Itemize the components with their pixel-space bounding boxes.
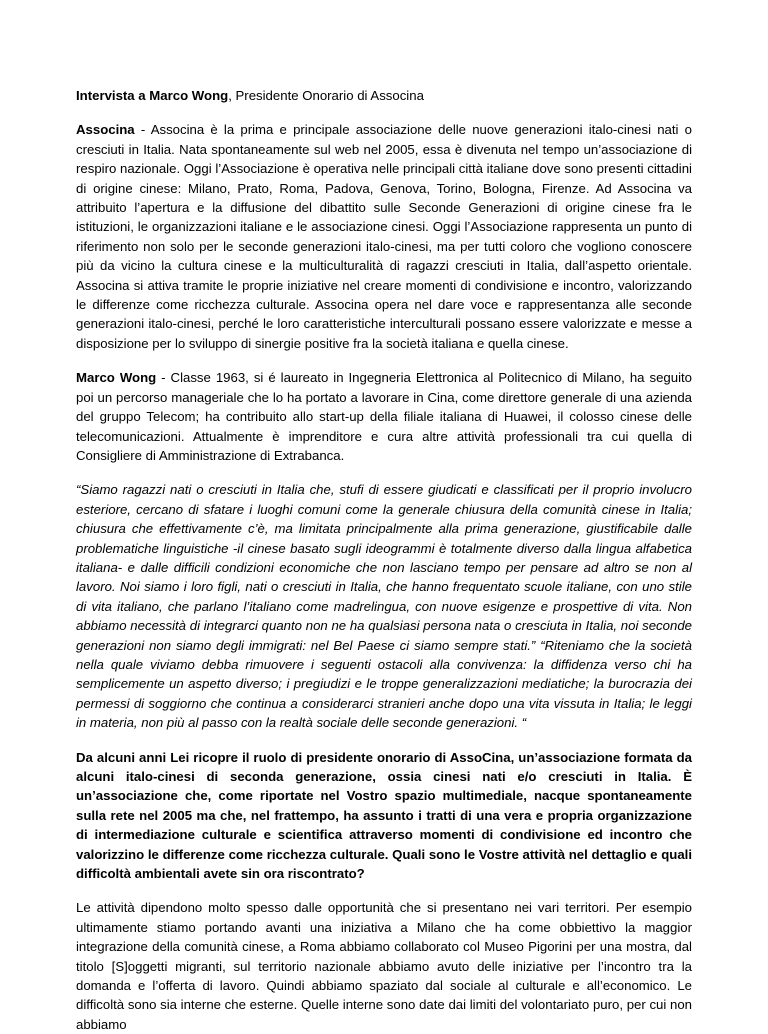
interview-answer: Le attività dipendono molto spesso dalle opportunità che si presentano nei vari territori. Per esempio ultimamente stiamo portando avanti una iniziativa a Milano che ha come obbiettivo la maggior integrazione della comunità cinese, a Roma abbiamo collaborato col Museo Pigorini per una mostra, dal titolo [S]oggetti migranti, sul territorio nazionale abbiamo avuto delle iniziative per l’incontro tra la domanda e l’offerta di lavoro. Quindi abbiamo spaziato dal sociale al culturale e all’economico. Le difficoltà sono sia interne che esterne. Quelle interne sono date dai limiti del volontariato puro, per cui non abbiamo — [76, 900, 692, 1032]
intro-marco-text: - Classe 1963, si é laureato in Ingegneria Elettronica al Politecnico di Milano, ha seguito poi un percorso manageriale che lo ha portato a lavorare in Cina, come direttore generale di una azienda del gruppo Telecom; ha contribuito allo start-up della filiale italiana di Huawei, il colosso cinese delle telecomunicazioni. Attualmente è imprenditore e cura altre attività professionali tra cui quella di Consigliere di Amministrazione di Extrabanca. — [76, 370, 692, 463]
intro-associna-lead: Associna — [76, 122, 135, 138]
quote-paragraph: “Siamo ragazzi nati o cresciuti in Italia che, stufi di essere giudicati e classificati per il proprio involucro esteriore, cercano di sfatare i luoghi comuni come la generale chiusura della comunità cinese in Italia; chiusura che effettivamente c’è, ma limitata principalmente alla prima generazione, giustificabile dalle problematiche linguistiche -il cinese basato sugli ideogrammi è totalmente diverso dalla lingua alfabetica italiana- e dalle difficili condizioni economiche che non lasciano tempo per pensare ad altro se non al lavoro. Noi siamo i loro figli, nati o cresciuti in Italia, che hanno frequentato scuole italiane, con uno stile di vita italiano, che parlano l’italiano come madrelingua, con nuove esigenze e prospettive di vita. Non abbiamo necessità di integrarci quanto non ne ha qualsiasi persona nata o cresciuta in Italia, noi seconde generazioni non siamo degli immigrati: nel Bel Paese ci siamo sempre stati.” “Riteniamo che la società nella quale viviamo debba rimuovere i seguenti ostacoli alla convivenza: la diffidenza verso chi ha semplicemente un aspetto diverso; i pregiudizi e le troppe generalizzazioni mediatiche; la burocrazia dei permessi di soggiorno che continua a considerarci stranieri anche dopo una vita vissuta in Italia; le leggi in materia, non più al passo con la realtà sociale delle seconde generazioni. “ — [76, 482, 692, 731]
document-title — [76, 86, 692, 105]
intro-marco-lead: Marco Wong — [76, 370, 157, 386]
title-rest: , Presidente Onorario di Associna — [228, 88, 424, 103]
intro-associna-paragraph — [76, 120, 692, 353]
intro-associna-text: - Associna è la prima e principale associazione delle nuove generazioni italo-cinesi nati o cresciuti in Italia. Nata spontaneamente sul web nel 2005, essa è divenuta nel tempo un’associazione di respiro nazionale. Oggi l’Associazione è operativa nelle principali città italiane dove sono presenti cittadini di origine cinese: Milano, Prato, Roma, Padova, Genova, Torino, Bologna, Firenze. Ad Associna va attribuito l’apertura e la diffusione del dibattito sulle Seconde Generazioni di origine cinese fra le istituzioni, le organizzazioni italiane e le associazione cinesi. Oggi l’Associazione rappresenta un punto di riferimento non solo per le seconde generazioni italo-cinesi, ma per tutti coloro che vogliono conoscere più da vicino la cultura cinese e la multiculturalità di ragazzi cresciuti in Italia, dall’aspetto orientale. Associna si attiva tramite le proprie iniziative nel creare momenti di condivisione e incontro, valorizzando le differenze come ricchezza culturale. Associna opera nel dare voce e rappresentanza alle seconde generazioni italo-cinesi, perché le loro caratteristiche interculturali possano essere valorizzate e messe a disposizione per lo sviluppo di sinergie positive fra la società italiana e quella cinese. — [76, 122, 692, 351]
title-lead: Intervista a Marco Wong — [76, 88, 229, 103]
intro-marco-paragraph — [76, 368, 692, 465]
interview-question: Da alcuni anni Lei ricopre il ruolo di presidente onorario di AssoCina, un’associazione formata da alcuni italo-cinesi di seconda generazione, ossia cinesi nati e/o cresciuti in Italia. È un’associazione che, come riportate nel Vostro spazio multimediale, nacque spontaneamente sulla rete nel 2005 ma che, nel frattempo, ha assunto i tratti di una vera e propria organizzazione di intermediazione culturale e scientifica attraverso momenti di condivisione ed incontro che valorizzino le differenze come ricchezza culturale. Quali sono le Vostre attività nel dettaglio e quali difficoltà ambientali avete sin ora riscontrato? — [76, 749, 692, 882]
